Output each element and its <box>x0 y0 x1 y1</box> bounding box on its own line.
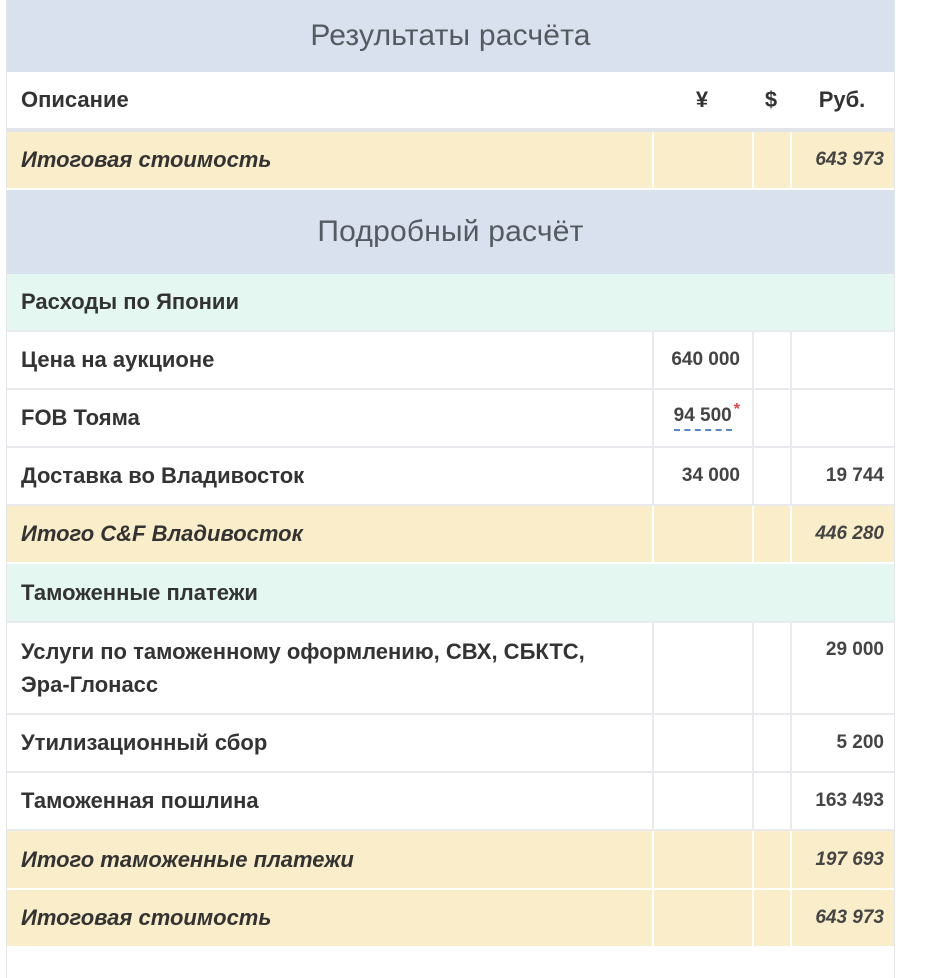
detailed-title <box>7 190 894 274</box>
row-yen-value: 640 000 <box>671 349 740 370</box>
summary-total-rub <box>790 132 894 188</box>
row-label: FOB Тояма <box>21 405 140 430</box>
row-usd <box>752 390 790 446</box>
row-rub <box>790 390 894 446</box>
row-rub <box>790 448 894 504</box>
section-japan <box>7 274 894 332</box>
header-yen <box>652 72 752 128</box>
customs-total-yen <box>652 831 752 888</box>
row-usd <box>752 448 790 504</box>
row-rub <box>790 715 894 771</box>
final-total-rub-value: 643 973 <box>815 907 884 928</box>
table-row <box>7 448 894 506</box>
row-rub <box>790 623 894 713</box>
header-description: Описание <box>21 87 129 112</box>
header-rub-label: Руб. <box>818 87 866 112</box>
row-rub-value: 163 493 <box>815 790 884 811</box>
customs-total-usd <box>752 831 790 888</box>
results-title-text: Результаты расчёта <box>310 19 591 52</box>
final-total-yen <box>652 890 752 946</box>
japan-total-label: Итого C&F Владивосток <box>21 521 303 546</box>
header-usd-label: $ <box>764 87 778 112</box>
row-rub-value: 29 000 <box>825 639 884 660</box>
section-japan-label: Расходы по Японии <box>21 289 239 314</box>
row-rub-value: 19 744 <box>825 465 884 486</box>
japan-total-yen <box>652 506 752 562</box>
detailed-title-text: Подробный расчёт <box>317 215 584 248</box>
row-label: Таможенная пошлина <box>21 788 259 813</box>
row-rub <box>790 332 894 388</box>
customs-total-row <box>7 831 894 890</box>
row-yen <box>652 448 752 504</box>
calc-results-table <box>6 0 895 978</box>
japan-total-rub-value: 446 280 <box>815 523 884 544</box>
row-yen <box>652 332 752 388</box>
row-usd <box>752 773 790 829</box>
row-rub-value: 5 200 <box>836 732 884 753</box>
summary-total-row <box>7 132 894 190</box>
final-total-rub <box>790 890 894 946</box>
summary-total-usd <box>752 132 790 188</box>
final-total-usd <box>752 890 790 946</box>
final-total-label: Итоговая стоимость <box>21 905 272 930</box>
row-yen <box>652 715 752 771</box>
results-title <box>7 0 894 72</box>
row-yen <box>652 623 752 713</box>
customs-total-rub-value: 197 693 <box>815 848 884 870</box>
row-label: Услуги по таможенному оформлению, СВХ, СБКТС, Эра-Глонасс <box>21 639 585 697</box>
japan-total-rub <box>790 506 894 562</box>
row-yen[interactable] <box>652 390 752 446</box>
customs-total-rub <box>790 831 894 888</box>
row-yen <box>652 773 752 829</box>
row-label: Утилизационный сбор <box>21 730 268 755</box>
table-row <box>7 390 894 448</box>
table-row <box>7 715 894 773</box>
row-label: Доставка во Владивосток <box>21 463 305 488</box>
asterisk-note: * <box>733 401 740 418</box>
table-row <box>7 773 894 831</box>
row-usd <box>752 623 790 713</box>
table-row <box>7 623 894 715</box>
header-rub <box>790 72 894 128</box>
row-label: Цена на аукционе <box>21 347 215 372</box>
section-customs-label: Таможенные платежи <box>21 579 258 605</box>
header-yen-label: ¥ <box>695 87 709 112</box>
japan-total-row <box>7 506 894 564</box>
summary-total-rub-value: 643 973 <box>815 149 884 170</box>
header-usd <box>752 72 790 128</box>
row-usd <box>752 715 790 771</box>
summary-total-yen <box>652 132 752 188</box>
final-total-row <box>7 890 894 948</box>
customs-total-label: Итого таможенные платежи <box>21 846 354 872</box>
japan-total-usd <box>752 506 790 562</box>
row-yen-value: 34 000 <box>681 465 740 486</box>
table-row <box>7 332 894 390</box>
table-header <box>7 72 894 132</box>
section-customs <box>7 564 894 623</box>
row-usd <box>752 332 790 388</box>
fob-value-link[interactable]: 94 500 <box>674 405 732 431</box>
summary-total-label: Итоговая стоимость <box>21 147 272 172</box>
row-rub <box>790 773 894 829</box>
